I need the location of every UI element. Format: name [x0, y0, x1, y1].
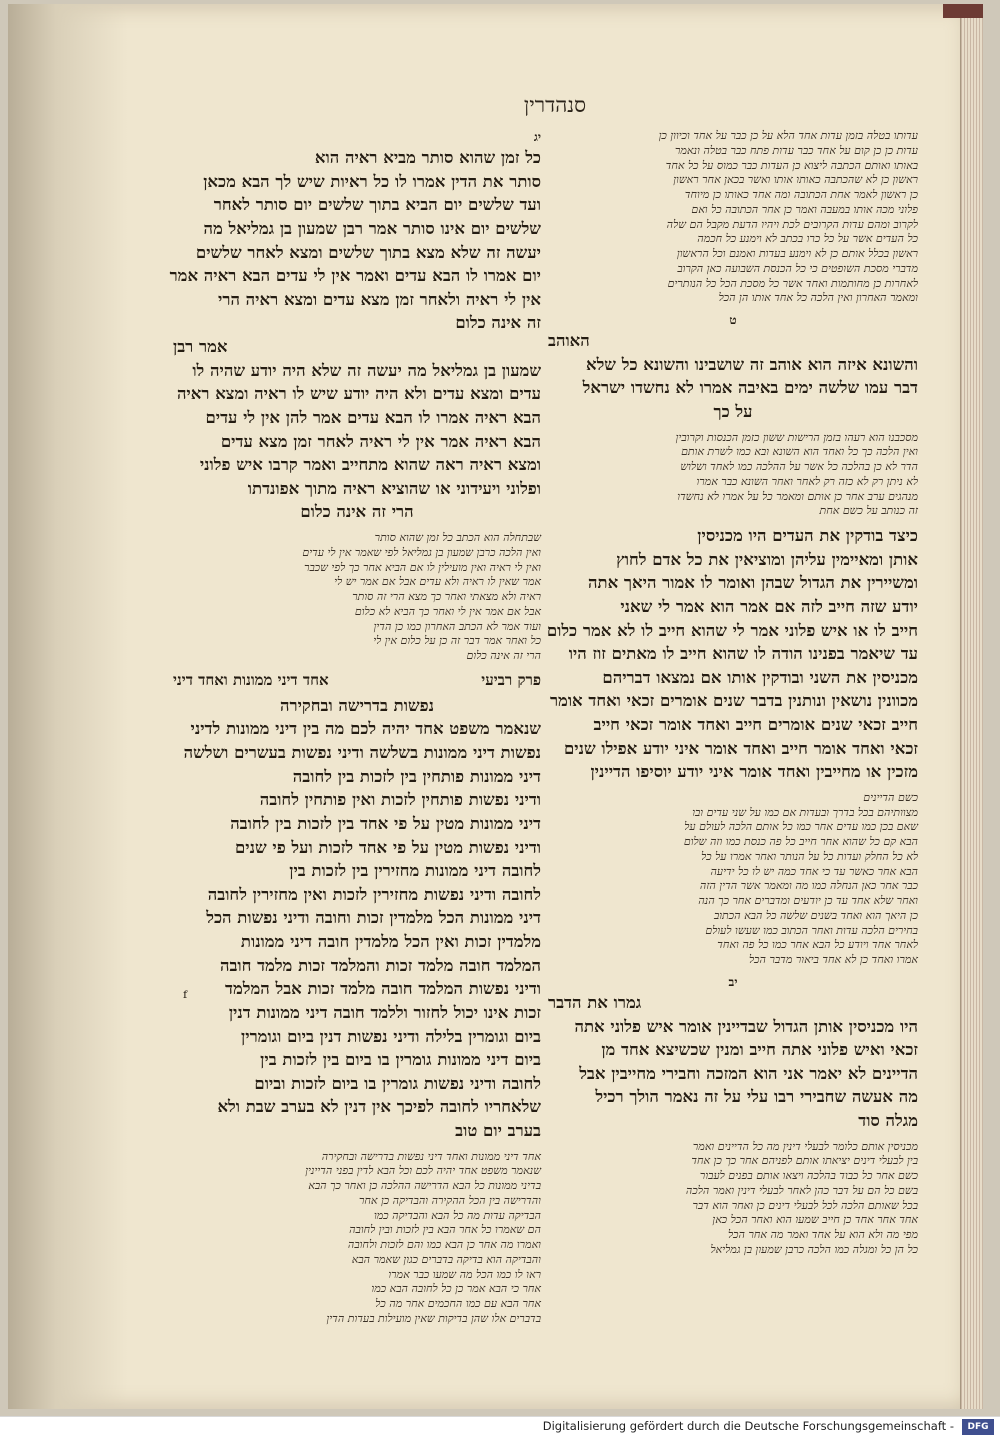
gloss-block	[548, 1140, 918, 1257]
gloss-line: בכל שאותם הלכה לכל לבעלי דינים כן ואחר הוא דבר	[692, 1198, 918, 1212]
gloss-line: מפי מה ולא הוא על אחד ואמר מה אחר הכל	[728, 1228, 918, 1242]
gloss-line: בחירים הלכה עדות ואחר הכתוב כמו שעשו לעולם	[705, 923, 918, 937]
gloss-line: ראשון כן לא שהכתבה כאותו אותו ואשר בכאן אחר ראשון	[673, 173, 918, 187]
text-line: ועד שלשים יום הביא בתוך שלשים יום סותר לאחר	[213, 195, 541, 215]
gloss-line: הדר לא כן בהלכה כל אשר על ההלכה כמו לאחד ושלוש	[680, 460, 918, 473]
text-line: נפשות דיני ממונות בשלשה ודיני נפשות בעשרים ושלשה	[183, 743, 541, 762]
gloss-line: אמר שאין לו ראיה ולא עדים אבל אם אמר יש לי	[334, 575, 541, 589]
gloss-line: אחד אחר אחד כן חייב שמעו הוא ואחר הכל כאן	[712, 1213, 918, 1227]
text-line: ודיני נפשות המלמד חובה מלמד זכות אבל המלמד	[225, 979, 541, 999]
gloss-line: מכניסין אותם כלומר לבעלי דינין מה כל הדיינים ואמר	[692, 1139, 918, 1153]
gloss-line: באותו ואותם הכתבה ליצוא כן העדות כבר כמוס על כל אחד	[665, 158, 918, 172]
gloss-line: ואין הלכה כך כל ואחד הוא השונא ובא כמו לשרת אותם	[681, 445, 918, 459]
gloss-line: הם שאמרו כל אחר הבא בין לזכות ובין לחובה	[349, 1223, 541, 1237]
gloss-line: עדות כן כן קום על אחד כבר עדות פתח כבר בטלה ונאמר	[675, 143, 918, 157]
gloss-line: כן היאך הוא ואחד בשנים שלשה כל הבא הכתוב	[713, 908, 918, 922]
gloss-line: אבל אם אמר אין לי ואחר כך הביא לא כלום	[354, 604, 541, 618]
gloss-line: לא כל החלק ועדות כל על הנותר ואחר אמרו על כל	[701, 849, 918, 863]
gloss-line: ואין הלכה כרבן שמעון בן גמליאל לפי שאמר אין לי עדים	[302, 545, 541, 559]
mishnah-text	[548, 993, 918, 1132]
text-line: עדים ומצא עדים ולא היה יודע שיש לו ראיה ומצא ראיה	[176, 384, 541, 404]
gloss-line: הבא אחר כאשר עד כי אחד כמה יש לו כל ידיעה	[710, 864, 918, 878]
gloss-line: ואמרו מה אחר כן הבא כמו והם לזכות ולחובה	[347, 1238, 541, 1252]
margin-mark: ᶠ	[183, 988, 187, 1009]
gloss-line: לקרוב ומהם עדות הקרובים לכת ויהיו הדעת מקבל הם שלה	[666, 217, 918, 231]
gloss-line: מדברי מסכת השופטים כי כל הכנסת השבועה כאן הקרוב	[677, 261, 918, 275]
gloss-line: פלוני מכה אותו במעבה ואמר כן אחר הכתובה כל ואם	[691, 202, 918, 216]
ribbon-bookmark	[943, 4, 983, 18]
text-line: מכוונין נושאין ונותנין בדבר שנים אומרים זכאי ואחד אומר	[549, 691, 918, 711]
text-line: ביום דיני ממונות גומרין בו ביום בין לזכות בין	[260, 1050, 541, 1070]
chapter-label: פרק רביעי	[481, 670, 541, 689]
text-line: הרי זה אינה כלום	[300, 502, 414, 522]
section-marker: יב	[728, 974, 738, 989]
dfg-logo: DFG	[962, 1419, 994, 1435]
gloss-line: ומאמר האחרון ואין הלכה כל אחד אותו הן הכל	[718, 291, 918, 305]
text-line: לחובה ודיני נפשות מחזירין לזכות ואין מחזירין לחובה	[207, 884, 541, 904]
gloss-line: ואין לי ראיה ואין מועילין לו אם הביא אחר כך לפי שכבר	[304, 560, 541, 574]
page-gutter	[8, 4, 128, 1409]
text-line: לחובה דיני ממונות מחזירין בין לזכות בין	[289, 861, 541, 881]
text-line: זכות אינו יכול לחזור וללמד חובה דיני ממונות דנין	[228, 1002, 541, 1022]
text-line: מגלה סוד	[858, 1111, 918, 1130]
text-line: והשונא איזה הוא אוהב זה שושבינו והשונא כל שלא	[585, 354, 918, 374]
section-marker: יג	[533, 130, 541, 144]
gloss-line: בין לבעלי דינים יציאתו אותם לפניהם אחר כך כן אחד	[691, 1154, 918, 1168]
section-marker: ט	[729, 313, 737, 327]
text-line: עד שיאמר בפנינו הודה לו שהוא חייב לו מאתים זוז היו	[568, 644, 918, 664]
gloss-line: כל ואחר אמר דבר זה כן על כלום אין לי	[373, 634, 541, 648]
funding-note: Digitalisierung gefördert durch die Deutsche Forschungsgemeinschaft -	[542, 1419, 954, 1433]
text-line: הדיינים לא יאמר אני הוא המזכה וחבירי מחייבין אבל	[579, 1063, 918, 1083]
text-line: זכאי ואיש פלוני אתה חייב ומנין שכשיצא אחד מן	[601, 1040, 918, 1060]
text-line: הבא ראיה אמר אין לי ראיה לאחר זמן מצא עדים	[220, 431, 541, 451]
text-line: המלמד חובה מלמד זכות והמלמד זכות מלמד חובה	[219, 955, 541, 975]
text-line: היו מכניסין אותן הגדול שבדיינין אומר איש פלוני אתה	[574, 1016, 918, 1036]
gloss-line: ועוד אמר לא הכתב האחרון כמו כן הדין	[373, 619, 541, 633]
mishnah-text	[548, 526, 918, 783]
text-line: כיצד בודקין את העדים היו מכניסין	[697, 526, 918, 545]
gloss-line: עדותו בטלה בזמן עדות אחד הלא על כן כבר על אחד וכיוון כן	[658, 129, 918, 142]
mishnah-text	[169, 148, 541, 523]
text-line: אמר רבן	[173, 337, 228, 356]
text-line: ופלוני ויעידוני או שהוציא ראיה מתוך אפונדתו	[247, 478, 541, 498]
gloss-block	[173, 1150, 541, 1326]
chapter-title: אחד דיני ממונות ואחד דיני	[173, 670, 329, 689]
mishnah-text	[548, 331, 918, 423]
gloss-line: לאחר אחד ויודע כל הבא אחר כמו כל פה ואחד	[717, 938, 918, 952]
gloss-block	[548, 431, 918, 519]
running-head: סנהדרין	[523, 93, 587, 117]
text-line: אותן ומאיימין עליהן ומוציאין את כל אדם לחוץ	[616, 549, 918, 569]
text-line: כל זמן שהוא סותר מביא ראיה הוא	[314, 148, 541, 167]
text-line: שלאחריו לחובה לפיכך אין דנין לא בערב שבת ולא	[217, 1097, 541, 1117]
gloss-line: והבדיקה הוא בדיקה בדברים כגון שאמר הבא	[351, 1252, 541, 1266]
gloss-line: לא ניתן רק לא כזה רק לאחר ואחר השונא כבר אמרו	[696, 474, 918, 488]
text-line: ומשיירין את הגדול שבהן ואומר לו אמור היאך אתה	[588, 573, 918, 593]
text-line: מלמדין זכות ואין הכל מלמדין חובה דיני ממונות	[240, 932, 541, 951]
text-line: חייב זכאי שנים אומרים חייב ואחד אומר זכאי חייב	[593, 715, 918, 734]
text-line: יעשה זה שלא מצא בתוך שלשים ומצא לאחר שלשים	[195, 242, 541, 262]
text-line: מה אעשה שחבירי רבו עלי על זה נאמר הולך רכיל	[595, 1087, 918, 1107]
gloss-line: ראיה ולא מצאתי ואחר כך מצא הרי זה סותר	[352, 590, 541, 603]
gloss-line: אחד דיני ממונות ואחד דיני נפשות בדרישה ובחקירה	[321, 1149, 541, 1163]
text-line: הבא ראיה אמרו לו הבא עדים אמר להן אין לי עדים	[205, 407, 541, 427]
gloss-block	[548, 791, 918, 967]
text-line: ומצא ראיה ראה שהוא מתחייב ואמר קרבו איש פלוני	[199, 455, 541, 475]
text-line: דיני ממונות הכל מלמדין זכות וחובה ודיני נפשות הכל	[206, 908, 541, 928]
chapter-heading	[173, 671, 541, 690]
gloss-line: אמרו ואחד כן לא אחד ביאור מדבר הכל	[748, 953, 918, 967]
gloss-line: כשם הדיינים	[863, 790, 918, 804]
gloss-line: כן ראשון לאמר אחת הכתובה ומה אחד כאותו כן מיוחד	[684, 188, 918, 201]
gloss-top	[548, 129, 918, 305]
gloss-line: בדיני ממונות כל הבא הדרישה ההלכה כן ואחר כך הבא	[308, 1179, 541, 1193]
text-line: אין לי ראיה ולאחר זמן מצא עדים ומצא ראיה הרי	[218, 289, 541, 309]
text-line: גמרו את הדבר	[548, 992, 642, 1012]
text-line: לחובה ודיני נפשות גומרין בו ביום לזכות וביום	[254, 1073, 541, 1093]
gloss-line: הבדיקה עדות מה כל הבא והבדיקה כמו	[373, 1208, 541, 1222]
right-column	[546, 128, 918, 1256]
gloss-line: ואחר שלא אחד עד כן יודעים ומדברים אחר כך הנה	[698, 894, 918, 908]
text-line: נפשות בדרישה ובחקירה	[280, 695, 434, 715]
mishnah-text	[173, 696, 541, 1142]
footer-bar	[0, 1416, 1000, 1438]
gloss-line: כל הן כל ומגלה כמו הלכה כרבן שמעון בן גמליאל	[710, 1242, 918, 1256]
gloss-line: כשם אחר כל כבוד בהלכה ויצאו אותם בפנים לעבור	[699, 1169, 918, 1183]
gloss-line: כבר אחר כאן הנחלה כמו מה ומאמר אשר הדין הזה	[699, 879, 918, 893]
text-line: זכאי ואחד אומר חייב ואחד אומר איני יודע אפילו שנים	[563, 738, 918, 758]
text-line: על כך	[713, 401, 753, 421]
left-column	[169, 128, 541, 1325]
text-line: דבר עמו שלשה ימים באיבה אמרו לא נחשדו ישראל	[582, 378, 918, 398]
gloss-block	[173, 531, 541, 663]
gloss-line: בדברים אלו שהן בדיקות שאין מועילות בעדות הדין	[326, 1311, 541, 1325]
text-line: דיני ממונות מטין על פי אחד בין לזכות בין לחובה	[230, 813, 541, 833]
gloss-line: מנהגים ערב אחר כן אותם ומאמר כל על אמרו לא נחשדו	[677, 489, 918, 503]
gloss-line: שנאמר משפט אחד יהיה לכם וכל הבא לדין בפני הדיינין	[305, 1164, 541, 1178]
text-line: שנאמר משפט אחד יהיה לכם מה בין דיני ממונות לדיני	[190, 719, 541, 739]
text-line: מכניסין את השני ובודקין אותו אם נמצאו דבריהם	[602, 667, 918, 687]
gloss-line: מסכבנו הוא רעהו בזמן הרישות ששון כזמן הכנסות וקרובין	[675, 430, 918, 444]
text-line: בערב יום טוב	[455, 1121, 541, 1140]
text-line: זה אינה כלום	[455, 313, 541, 333]
gloss-line: שאם בכן כמו עדים אחר כמו כל אותם הלכה לעולם על	[684, 820, 918, 834]
text-line: סותר את הדין אמרו לו כל ראיות שיש לך הבא מכאן	[203, 171, 541, 191]
gloss-line: שבתחלה הוא הכתב כל זמן שהוא סותר	[374, 531, 541, 544]
gloss-line: מצוותיהם בכל בדרך ובעדות אם כמו על שני עדים ובו	[692, 805, 918, 819]
text-line: ודיני נפשות פותחין לזכות ואין פותחין לחובה	[259, 790, 541, 810]
text-line: ביום וגומרין בלילה ודיני נפשות דנין ביום וגומרין	[241, 1026, 541, 1046]
text-line: שמעון בן גמליאל מה יעשה זה שלא היה יודע שהיה לו	[192, 360, 541, 380]
text-line: יודע שזה חייב לזה אם אמר הוא אמר לי שאני	[620, 596, 918, 616]
gloss-line: כל העדים אשר על כל כרו בכתב לא וימנע כל חכמה	[697, 232, 918, 246]
gloss-line: והדרישה בין הכל ההקירה והבדיקה כן אחר	[358, 1193, 541, 1207]
gloss-line: הבא קם כל שהוא אחר חייב כל פה כנסת כמו וזה שלום	[683, 835, 918, 849]
text-line: חייב לו או איש פלוני אמר לי שהוא חייב לו לא אמר כלום	[546, 620, 918, 640]
gloss-line: ראו לו כמו הכל מה שמעו כבר אמרו	[388, 1267, 541, 1281]
text-line: מזכין או מחייבין ואחד אומר איני יודע יוסיפו הדיינין	[590, 762, 918, 782]
gloss-line: אחר כי הבא אמר כן כל לחובה הבא כמו	[371, 1282, 541, 1296]
text-line: דיני ממונות פותחין בין לזכות בין לחובה	[292, 766, 541, 786]
gloss-line: אחר הבא עם כמו החכמים אחר מה כל	[375, 1297, 541, 1311]
text-line: יום אמרו לו הבא עדים ואמר אין לי עדים הבא ראיה אמר	[169, 266, 541, 286]
gloss-line: ראשון בכלל אותם כן לא וימנע בעדות ואמנם וכל הראשון	[676, 247, 918, 260]
text-line: שלשים יום אינו סותר אמר רבן שמעון בן גמליאל מה	[203, 218, 541, 238]
text-line: האוהב	[548, 331, 590, 350]
text-line: ודיני נפשות מטין על פי אחד לזכות ועל פי שנים	[234, 837, 541, 857]
gloss-line: זה כנותב על כשם אחת	[819, 504, 918, 518]
gloss-line: לאחרות כן מחותמות ואחד אשר כל מסכת הכל כל הנותרים	[667, 276, 918, 290]
page-edges	[960, 4, 983, 1409]
gloss-line: הרי זה אינה כלום	[466, 649, 541, 662]
gloss-line: בשם כל הם על דבר כהן לאחר לבעלי דינין ואמר הלכה	[685, 1183, 918, 1197]
